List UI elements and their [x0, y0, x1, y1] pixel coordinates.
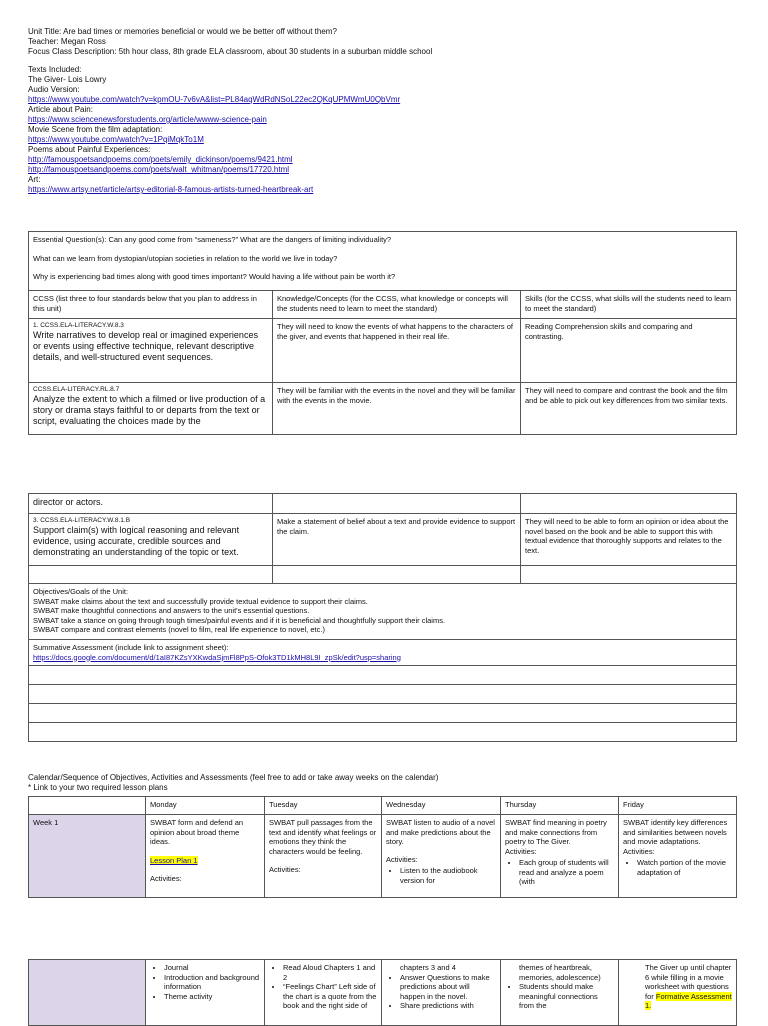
article-link[interactable]: https://www.sciencenewsforstudents.org/article/wwww-science-pain: [28, 115, 267, 124]
calendar-title: Calendar/Sequence of Objectives, Activities and Assessments (feel free to add or take away weeks on the calendar): [28, 773, 439, 782]
poems-label: Poems about Painful Experiences:: [28, 145, 151, 154]
essential-question-2: What can we learn from dystopian/utopian societies in relation to the world we live in today?: [33, 253, 338, 263]
calendar-header: [28, 773, 748, 793]
movie-link[interactable]: https://www.youtube.com/watch?v=1PqiMqkTo1M: [28, 135, 204, 144]
friday-activities-label: Activities:: [623, 846, 655, 856]
wednesday-objective: SWBAT listen to audio of a novel and make predictions about the story.: [386, 818, 495, 846]
art-label: Art:: [28, 175, 41, 184]
thursday-continued: [501, 960, 619, 1026]
thursday-bullet: • Students should make meaningful connections from the: [519, 982, 614, 1011]
week-1-monday: [146, 815, 265, 898]
tuesday-bullet: • “Feelings Chart” Left side of the chart is a quote from the book and the right side of: [283, 982, 377, 1011]
texts-included-label: Texts Included:: [28, 65, 82, 74]
article-label: Article about Pain:: [28, 105, 93, 114]
day-header-thursday: Thursday: [501, 797, 619, 815]
poem-link-2[interactable]: http://famouspoetsandpoems.com/poets/walt_whitman/poems/17720.html: [28, 165, 290, 174]
objectives-title: Objectives/Goals of the Unit:: [33, 587, 129, 596]
monday-bullet: • Theme activity: [164, 992, 260, 1002]
monday-objective: SWBAT form and defend an opinion about broad theme ideas.: [150, 818, 244, 846]
empty-cell: [521, 566, 737, 584]
friday-objective: SWBAT identify key differences and similarities between novels and movie adaptations.: [623, 818, 728, 846]
objective-item: SWBAT compare and contrast elements (novel to film, real life experience to novel, etc.): [33, 625, 325, 634]
standard-1-code: 1. CCSS.ELA-LITERACY.W.8.3: [33, 322, 124, 329]
ccss-header: CCSS (list three to four standards below that you plan to address in this unit): [29, 291, 273, 319]
week-1-label-continued: [29, 960, 146, 1026]
lesson-plan-1-link[interactable]: Lesson Plan 1: [150, 855, 198, 865]
corner-cell: [29, 797, 146, 815]
empty-row: [29, 666, 737, 685]
standard-2-code: CCSS.ELA-LITERACY.RL.8.7: [33, 386, 120, 393]
friday-continued: [619, 960, 737, 1026]
wednesday-bullet: • Share predictions with: [400, 1001, 496, 1011]
friday-text: The Giver up until chapter 6 while filling in a movie worksheet with questions for: [645, 963, 732, 1001]
objective-item: SWBAT take a stance on going through tough times/painful events and if it is beneficial and thoughtfully support their claims.: [33, 615, 446, 625]
week-1-friday: [619, 815, 737, 898]
friday-bullet: • Watch portion of the movie adaptation of: [637, 858, 732, 877]
calendar-table-continued: [28, 959, 737, 1026]
wednesday-bullet: • Listen to the audiobook version for: [400, 866, 496, 885]
calendar-table: [28, 796, 737, 898]
standard-1-skills: Reading Comprehension skills and comparing and contrasting.: [521, 319, 737, 383]
thursday-top: themes of heartbreak, memories, adolescence): [519, 963, 601, 982]
unit-title: Unit Title: Are bad times or memories beneficial or would we be better off without them?: [28, 27, 337, 36]
thursday-bullet: • Each group of students will read and analyze a poem (with: [519, 858, 614, 887]
skills-header: Skills (for the CCSS, what skills will the students need to learn to meet the standard): [521, 291, 737, 319]
monday-activities-label: Activities:: [150, 874, 182, 883]
standard-3-skills: They will need to be able to form an opinion or idea about the novel based on the book and be able to support this with textual evidence that thoroughly supports and relates to the text.: [521, 514, 737, 566]
novel-title: The Giver- Lois Lowry: [28, 75, 107, 84]
art-link[interactable]: https://www.artsy.net/article/artsy-editorial-8-famous-artists-turned-heartbreak-art: [28, 185, 314, 194]
summative-label: Summative Assessment (include link to assignment sheet):: [33, 643, 229, 652]
wednesday-top: chapters 3 and 4: [400, 963, 456, 972]
day-header-monday: Monday: [146, 797, 265, 815]
day-header-wednesday: Wednesday: [382, 797, 501, 815]
standard-1-text: Write narratives to develop real or imagined experiences or events using effective technique, relevant descriptive details, and well-structured event sequences.: [33, 330, 258, 362]
standard-2-skills: They will need to compare and contrast the book and the film and be able to pick out key differences from two similar texts.: [521, 383, 737, 435]
calendar-note: * Link to your two required lesson plans: [28, 783, 168, 792]
thursday-activities-label: Activities:: [505, 846, 537, 856]
standard-2-text: Analyze the extent to which a filmed or live production of a story or drama stays faithful to or departs from the text or script, evaluating the choices made by the: [33, 394, 266, 426]
standard-3-code: 3. CCSS.ELA-LITERACY.W.8.1.B: [33, 517, 131, 524]
empty-cell: [273, 494, 521, 514]
day-header-friday: Friday: [619, 797, 737, 815]
monday-continued: [146, 960, 265, 1026]
teacher-name: Teacher: Megan Ross: [28, 37, 106, 46]
audio-label: Audio Version:: [28, 85, 80, 94]
tuesday-continued: [265, 960, 382, 1026]
focus-class: Focus Class Description: 5th hour class, 8th grade ELA classroom, about 30 students in a suburban middle school: [28, 47, 433, 56]
week-1-label: Week 1: [29, 815, 146, 898]
essential-question-1: Essential Question(s): Can any good come from “sameness?” What are the dangers of limiting individuality?: [33, 235, 392, 244]
objective-item: SWBAT make claims about the text and successfully provide textual evidence to support their claims.: [33, 596, 368, 606]
wednesday-continued: [382, 960, 501, 1026]
tuesday-bullet: • Read Aloud Chapters 1 and 2: [283, 963, 377, 982]
standards-table-continued: [28, 493, 737, 742]
objectives-cell: [29, 584, 737, 640]
standard-3-cell: [29, 514, 273, 566]
tuesday-activities-label: Activities:: [269, 865, 301, 874]
knowledge-header: Knowledge/Concepts (for the CCSS, what knowledge or concepts will the students need to learn to meet the standard): [273, 291, 521, 319]
wednesday-bullet: • Answer Questions to make predictions about will happen in the novel.: [400, 973, 496, 1002]
standards-table: [28, 231, 737, 435]
unit-header: [28, 27, 748, 195]
poem-link-1[interactable]: http://famouspoetsandpoems.com/poets/emily_dickinson/poems/9421.html: [28, 155, 293, 164]
standard-3-knowledge: Make a statement of belief about a text and provide evidence to support the claim.: [273, 514, 521, 566]
empty-row: [29, 704, 737, 723]
week-1-wednesday: [382, 815, 501, 898]
formative-assessment-highlight: Formative Assessment 1.: [645, 991, 732, 1010]
standard-1-knowledge: They will need to know the events of what happens to the characters of the giver, and events that happened in their real life.: [273, 319, 521, 383]
monday-bullet: • Journal: [164, 963, 260, 973]
standard-2-continued: director or actors.: [29, 494, 273, 514]
tuesday-objective: SWBAT pull passages from the text and identify what feelings or emotions they think the characters would be feeling.: [269, 818, 377, 856]
objective-item: SWBAT make thoughtful connections and answers to the unit's essential questions.: [33, 606, 310, 615]
thursday-objective: SWBAT find meaning in poetry and make connections from poetry to The Giver.: [505, 818, 607, 846]
day-header-tuesday: Tuesday: [265, 797, 382, 815]
audio-link[interactable]: https://www.youtube.com/watch?v=kpmOU-7v6vA&list=PL84aqWdRdNSoL22ec2QKqUPMWmU0QbVmr: [28, 95, 401, 104]
movie-label: Movie Scene from the film adaptation:: [28, 125, 163, 134]
summative-link[interactable]: https://docs.google.com/document/d/1aI87KZsYXKwdaSjmFl8PpS-Ofok3TD1kMH8L9I_zpSk/edit?usp=sharing: [33, 652, 401, 662]
monday-bullet: • Introduction and background information: [164, 973, 260, 992]
standard-2-cell: [29, 383, 273, 435]
empty-row: [29, 685, 737, 704]
essential-questions-cell: [29, 232, 737, 291]
standard-3-text: Support claim(s) with logical reasoning and relevant evidence, using accurate, credible sources and demonstrating an understanding of the topic or text.: [33, 525, 240, 557]
standard-1-cell: [29, 319, 273, 383]
standard-2-knowledge: They will be familiar with the events in the novel and they will be familiar with the events in the movie.: [273, 383, 521, 435]
empty-cell: [273, 566, 521, 584]
empty-row: [29, 723, 737, 742]
week-1-thursday: [501, 815, 619, 898]
wednesday-activities-label: Activities:: [386, 854, 418, 864]
week-1-tuesday: [265, 815, 382, 898]
summative-cell: [29, 640, 737, 666]
empty-cell: [521, 494, 737, 514]
empty-cell: [29, 566, 273, 584]
essential-question-3: Why is experiencing bad times along with good times important? Would having a life without pain be worth it?: [33, 272, 396, 281]
